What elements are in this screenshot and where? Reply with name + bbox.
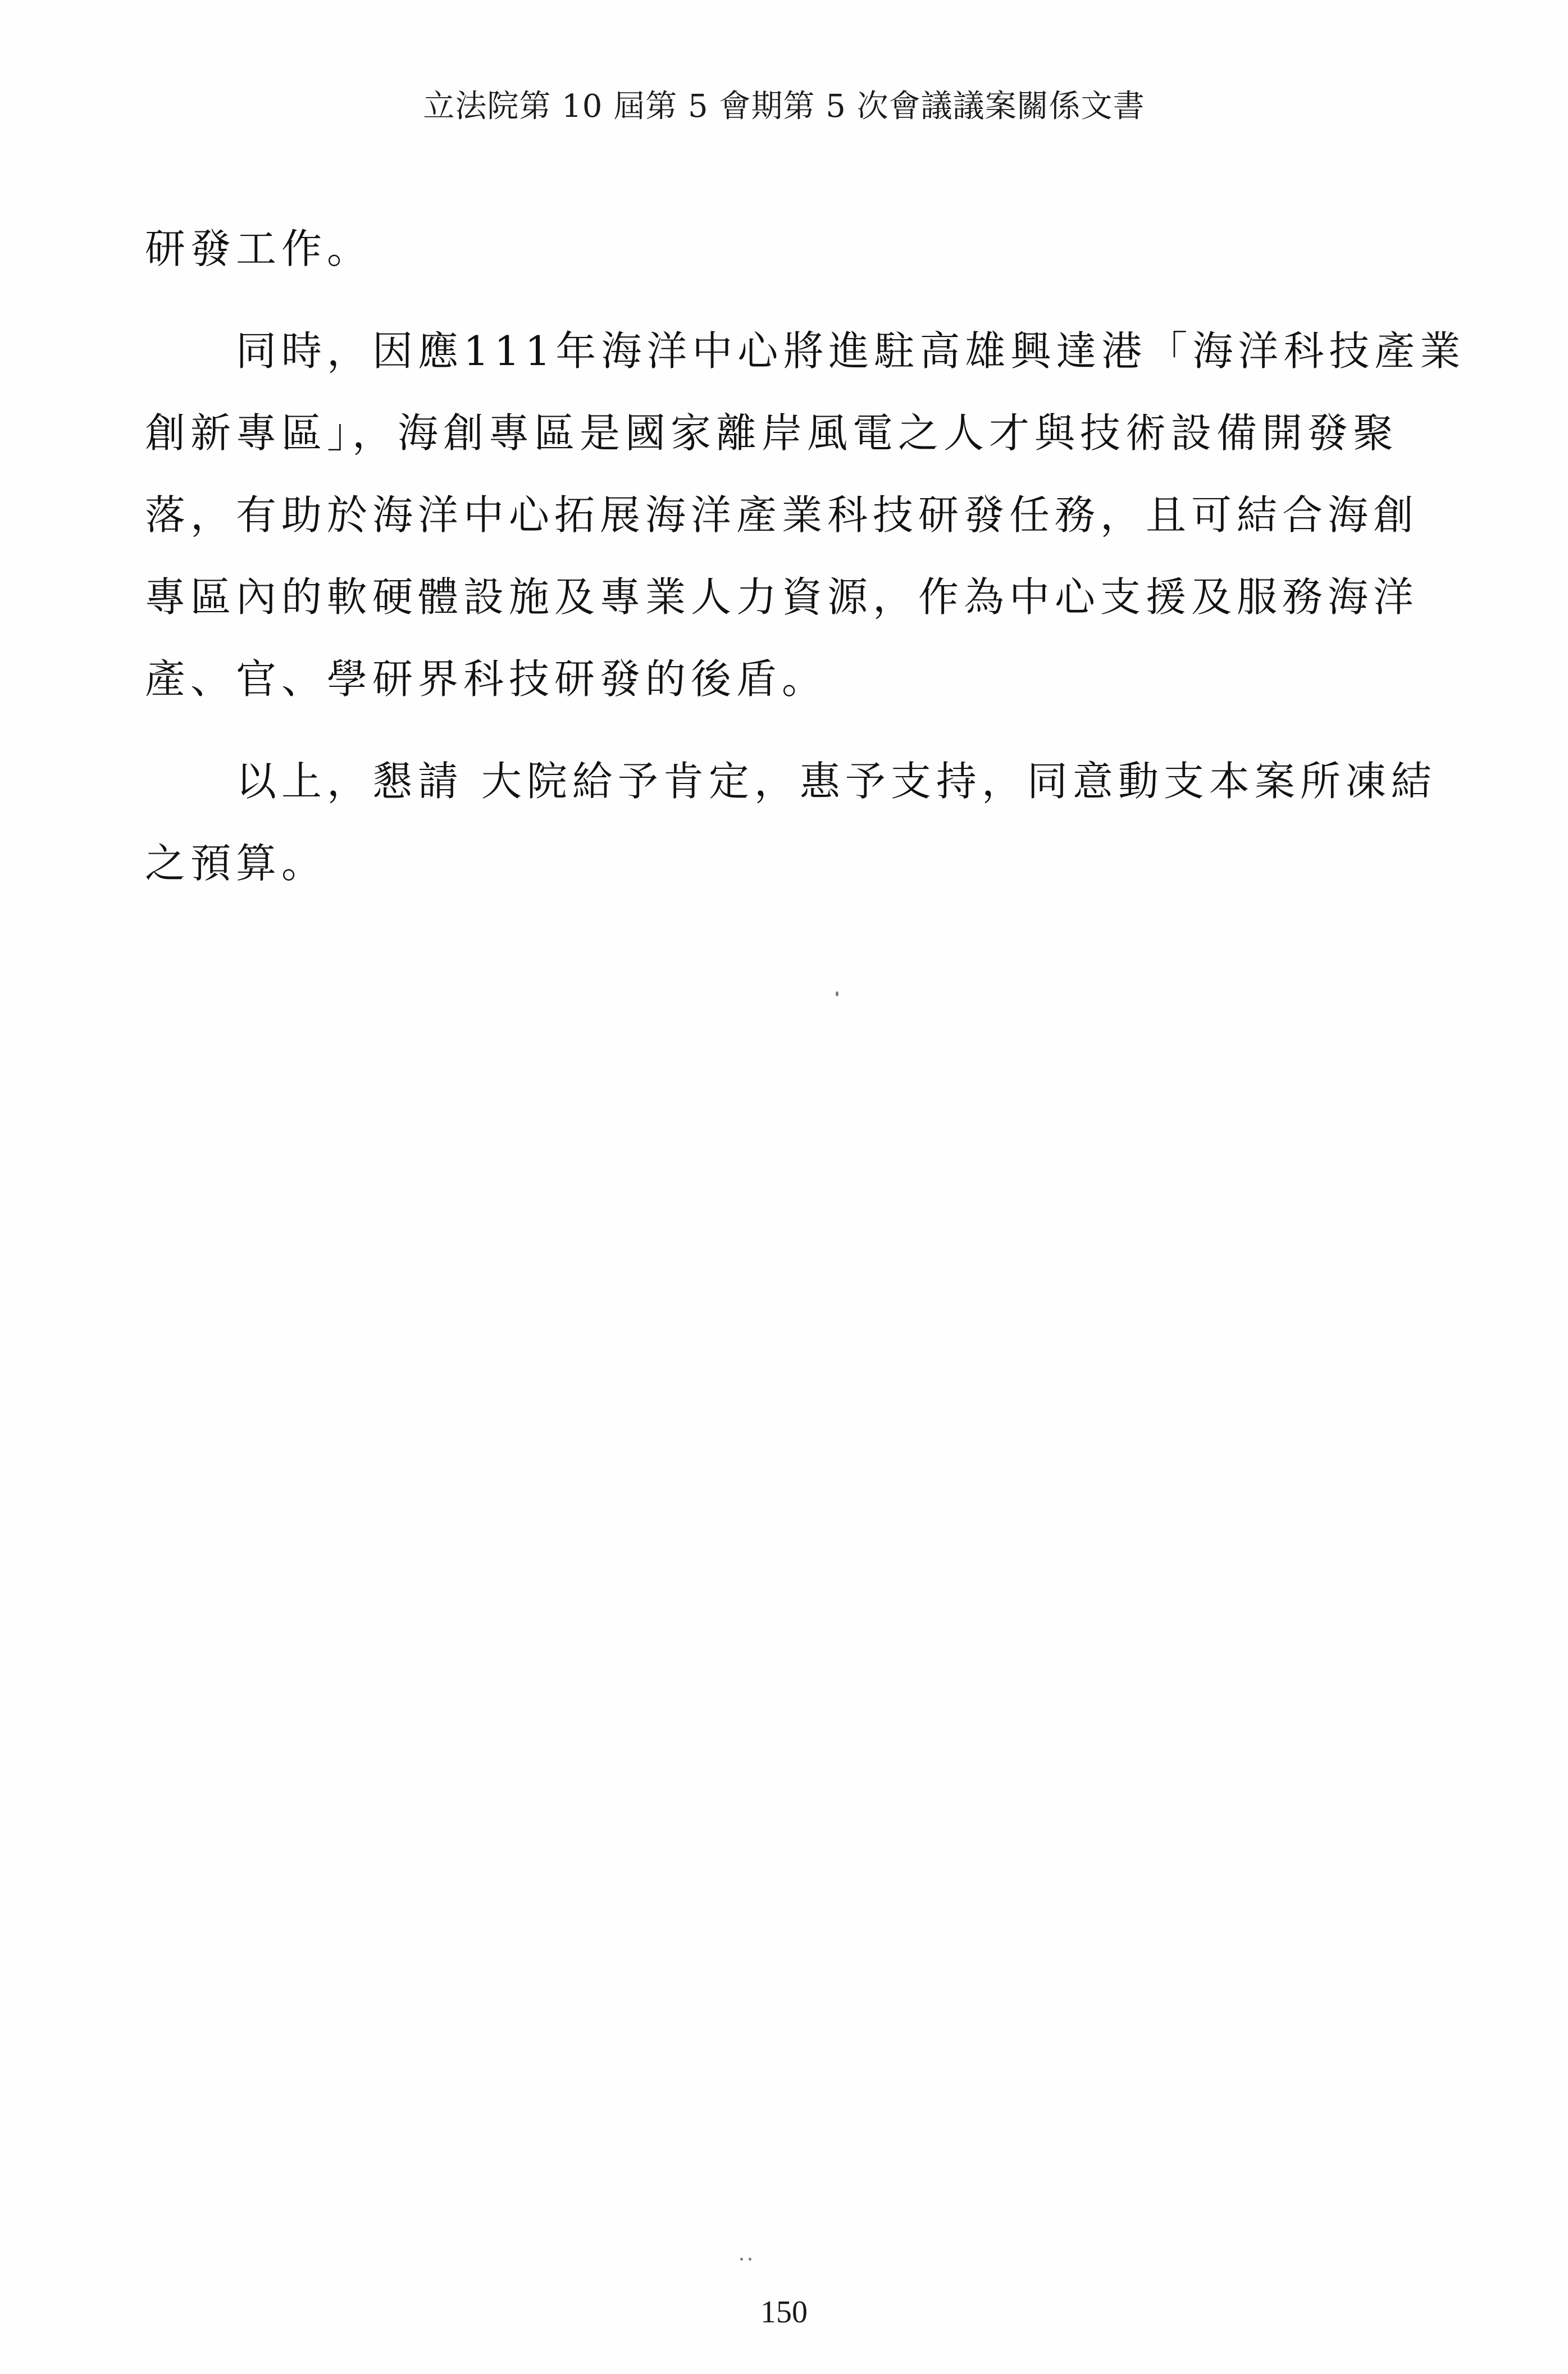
- document-body: [145, 208, 1466, 904]
- scan-speck: [749, 2258, 751, 2261]
- paragraph-3-line-1: 以上，懇請 大院給予肯定，惠予支持，同意動支本案所凍結: [145, 758, 1437, 805]
- paragraph-2-line-1: 同時，因應111年海洋中心將進駐高雄興達港「海洋科技產業: [145, 327, 1466, 375]
- paragraph-2-line-3: 落，有助於海洋中心拓展海洋產業科技研發任務，且可結合海創: [145, 491, 1419, 539]
- scan-speck: [836, 991, 838, 996]
- paragraph-3-line-2: 之預算。: [145, 840, 327, 887]
- paragraph-1-line-1: 研發工作。: [145, 225, 373, 272]
- scan-speck: [740, 2258, 743, 2261]
- document-header: 立法院第 10 屆第 5 會期第 5 次會議議案關係文書: [423, 88, 1145, 125]
- paragraph-2-line-2: 創新專區」，海創專區是國家離岸風電之人才與技術設備開發聚: [145, 409, 1399, 457]
- paragraph-spacer: [145, 720, 1347, 740]
- paragraph-2-line-5: 產、官、學研界科技研發的後盾。: [145, 655, 828, 703]
- paragraph-2-line-4: 專區內的軟硬體設施及專業人力資源，作為中心支援及服務海洋: [145, 573, 1419, 621]
- page-number: 150: [760, 2295, 808, 2330]
- paragraph-spacer: [145, 290, 1347, 310]
